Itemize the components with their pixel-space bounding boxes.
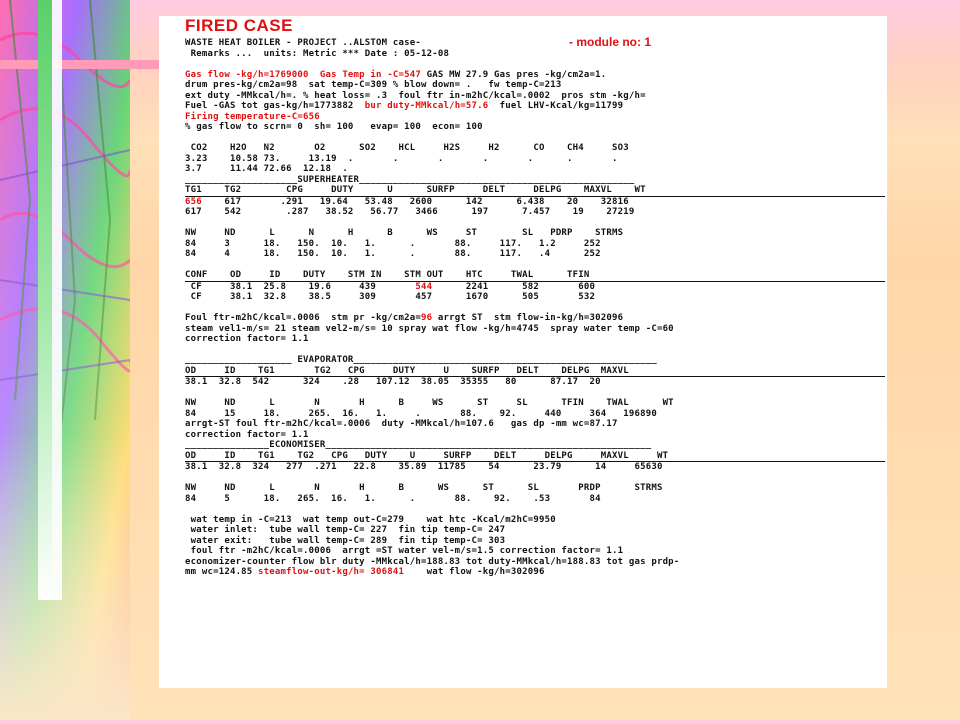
report-line: [185, 451, 885, 463]
report-line: [185, 345, 885, 356]
report-line: [185, 567, 885, 578]
report-line-tail: fuel LHV-Kcal/kg=11799: [488, 101, 624, 111]
report-line-text: 3.7 11.44 72.66 12.18 .: [185, 164, 348, 174]
report-line-text: arrgt-ST foul ftr-m2hC/kcal=.0006 duty -MMkcal/h=107.6 gas dp -mm wc=87.17: [185, 419, 618, 429]
report-line: [185, 164, 885, 175]
report-line: [185, 80, 885, 91]
report-line: [185, 388, 885, 399]
report-line-text: foul ftr -m2hC/kcal=.0006 arrgt =ST water vel-m/s=1.5 correction factor= 1.1: [185, 546, 624, 556]
report-line: [185, 377, 885, 388]
report-line-text: _______________ECONOMISER__________________________________________________________: [185, 440, 652, 450]
document-page: [159, 16, 887, 688]
report-line-text: OD ID TG1 TG2 CPG DUTY U SURFP DELT DELPG MAXVL: [185, 365, 629, 376]
report-line-text: ____________________SUPERHEATER_________________________________________________: [185, 174, 635, 185]
report-line-tail: wat flow -kg/h=302096: [404, 567, 545, 577]
abstract-art-icon: [0, 0, 130, 720]
report-line-text: 38.1 32.8 324 277 .271 22.8 35.89 11785 54 23.79 14 65630: [185, 462, 663, 472]
report-line: [185, 249, 885, 260]
report-line: [185, 185, 885, 197]
report-line-text: 84 15 18. 265. 16. 1. . 88. 92. 440 364 196890: [185, 408, 657, 419]
report-line-tail: 617 .291 19.64 53.48 2600 142 6.438 20 32816: [201, 196, 629, 207]
report-line: [185, 419, 885, 430]
report-line-text: drum pres-kg/cm2a=98 sat temp-C=309 % blow down= . fw temp-C=213: [185, 80, 562, 90]
report-line-text: correction factor= 1.1: [185, 334, 309, 344]
report-line: [185, 38, 885, 49]
report-line: [185, 218, 885, 229]
report-line: [185, 398, 885, 409]
report-line: [185, 536, 885, 547]
report-line-text: NW ND L N H B WS ST SL PRDP STRMS: [185, 483, 663, 493]
report-line-text: % gas flow to scrn= 0 sh= 100 evap= 100 econ= 100: [185, 122, 483, 132]
report-line: [185, 440, 885, 451]
report-line-text: ___________________ EVAPORATOR______________________________________________________: [185, 355, 657, 365]
report-body: [185, 38, 885, 578]
report-line-highlight: 96: [420, 313, 433, 323]
report-line-tail: arrgt ST stm flow-in-kg/h=302096: [432, 313, 624, 323]
report-line: [185, 260, 885, 271]
report-line: [185, 557, 885, 568]
report-line: [185, 494, 885, 505]
green-accent-bar: [38, 0, 52, 600]
report-line: [185, 49, 885, 60]
report-line-tail: 2241 582 600: [432, 281, 596, 292]
report-line-text: 84 5 18. 265. 16. 1. . 88. 92. .53 84: [185, 493, 601, 504]
report-line-text: Gas flow -kg/h=1769000 Gas Temp in -C=547: [185, 69, 421, 80]
report-line: [185, 355, 885, 366]
module-number: - module no: 1: [569, 35, 651, 49]
report-line-text: steam vel1-m/s= 21 steam vel2-m/s= 10 spray wat flow -kg/h=4745 spray water temp -C=60: [185, 323, 674, 334]
report-line-text: 38.1 32.8 542 324 .28 107.12 38.05 35355 80 87.17 20: [185, 377, 601, 387]
report-line: [185, 133, 885, 144]
decorative-background-art: [0, 0, 130, 720]
report-line-text: Foul ftr-m2hC/kcal=.0006 stm pr -kg/cm2a=: [185, 313, 421, 323]
report-line-text: economizer-counter flow blr duty -MMkcal/h=188.83 tot duty-MMkcal/h=188.83 tot gas prdp-: [185, 556, 680, 567]
report-line: [185, 313, 885, 324]
report-line: [185, 303, 885, 314]
report-line-text: OD ID TG1 TG2 CPG DUTY U SURFP DELT DELPG MAXVL WT: [185, 450, 669, 461]
page-title: FIRED CASE: [185, 16, 293, 35]
report-line: [185, 154, 885, 165]
report-line-text: CF 38.1 25.8 19.6 439: [185, 281, 416, 292]
report-line: [185, 122, 885, 133]
report-line-text: Remarks ... units: Metric *** Date : 05-12-08: [185, 48, 450, 59]
white-accent-bar: [52, 0, 62, 600]
report-line: [185, 504, 885, 515]
report-line-text: CONF OD ID DUTY STM IN STM OUT HTC TWAL TFIN: [185, 270, 590, 280]
report-line: [185, 59, 885, 70]
report-line-text: TG1 TG2 CPG DUTY U SURFP DELT DELPG MAXVL WT: [185, 185, 646, 195]
report-line: [185, 270, 885, 282]
report-line: [185, 91, 885, 102]
report-line: [185, 462, 885, 473]
report-line: [185, 282, 885, 293]
report-line-text: WASTE HEAT BOILER - PROJECT ..ALSTOM case-: [185, 38, 421, 48]
report-line-text: NW ND L N H B WS ST SL PDRP STRMS: [185, 228, 624, 238]
report-line: [185, 292, 885, 303]
report-line-text: wat temp in -C=213 wat temp out-C=279 wat htc -Kcal/m2hC=9950: [185, 514, 556, 525]
report-line-tail: GAS MW 27.9 Gas pres -kg/cm2a=1.: [420, 69, 607, 80]
report-line: [185, 207, 885, 218]
report-line: [185, 409, 885, 420]
report-line-text: 84 4 18. 150. 10. 1. . 88. 117. .4 252: [185, 249, 601, 259]
report-line: [185, 228, 885, 239]
report-line-text: correction factor= 1.1: [185, 429, 309, 440]
report-line: [185, 112, 885, 123]
report-line-text: water exit: tube wall temp-C= 289 fin tip temp-C= 303: [185, 535, 506, 546]
report-line-text: 656: [185, 196, 202, 207]
report-line-text: mm wc=124.85: [185, 567, 259, 577]
report-line: [185, 525, 885, 536]
report-line: [185, 101, 885, 112]
report-line: [185, 515, 885, 526]
report-line-text: NW ND L N H B WS ST SL TFIN TWAL WT: [185, 398, 674, 408]
report-line: [185, 239, 885, 250]
report-line: [185, 483, 885, 494]
report-line-highlight: steamflow-out-kg/h= 306841: [258, 567, 405, 577]
pink-accent-bar: [0, 60, 160, 69]
report-line: [185, 143, 885, 154]
report-line: [185, 366, 885, 378]
report-line-text: Firing temperature-C=656: [185, 111, 320, 122]
report-line: [185, 70, 885, 81]
report-line: [185, 473, 885, 484]
report-line-text: CO2 H2O N2 O2 SO2 HCL H2S H2 CO CH4 SO3: [185, 143, 629, 153]
report-line: [185, 197, 885, 208]
report-line-highlight: 544: [415, 281, 433, 292]
report-line: [185, 334, 885, 345]
report-line: [185, 546, 885, 557]
report-line: [185, 430, 885, 441]
report-line-text: 84 3 18. 150. 10. 1. . 88. 117. 1.2 252: [185, 238, 601, 249]
report-line-text: water inlet: tube wall temp-C= 227 fin tip temp-C= 247: [185, 525, 506, 535]
report-line-text: 3.23 10.58 73. 13.19 . . . . . . .: [185, 153, 618, 164]
report-line-text: ext duty -MMkcal/h=. % heat loss= .3 foul ftr in-m2hC/kcal=.0002 pros stm -kg/h=: [185, 90, 646, 101]
report-line-text: 617 542 .287 38.52 56.77 3466 197 7.457 19 27219: [185, 207, 635, 217]
report-line-text: Fuel -GAS tot gas-kg/h=1773882: [185, 101, 365, 111]
report-line: [185, 324, 885, 335]
report-line: [185, 175, 885, 186]
report-line-text: CF 38.1 32.8 38.5 309 457 1670 505 532: [185, 292, 596, 302]
report-line-highlight: bur duty-MMkcal/h=57.6: [364, 101, 489, 111]
